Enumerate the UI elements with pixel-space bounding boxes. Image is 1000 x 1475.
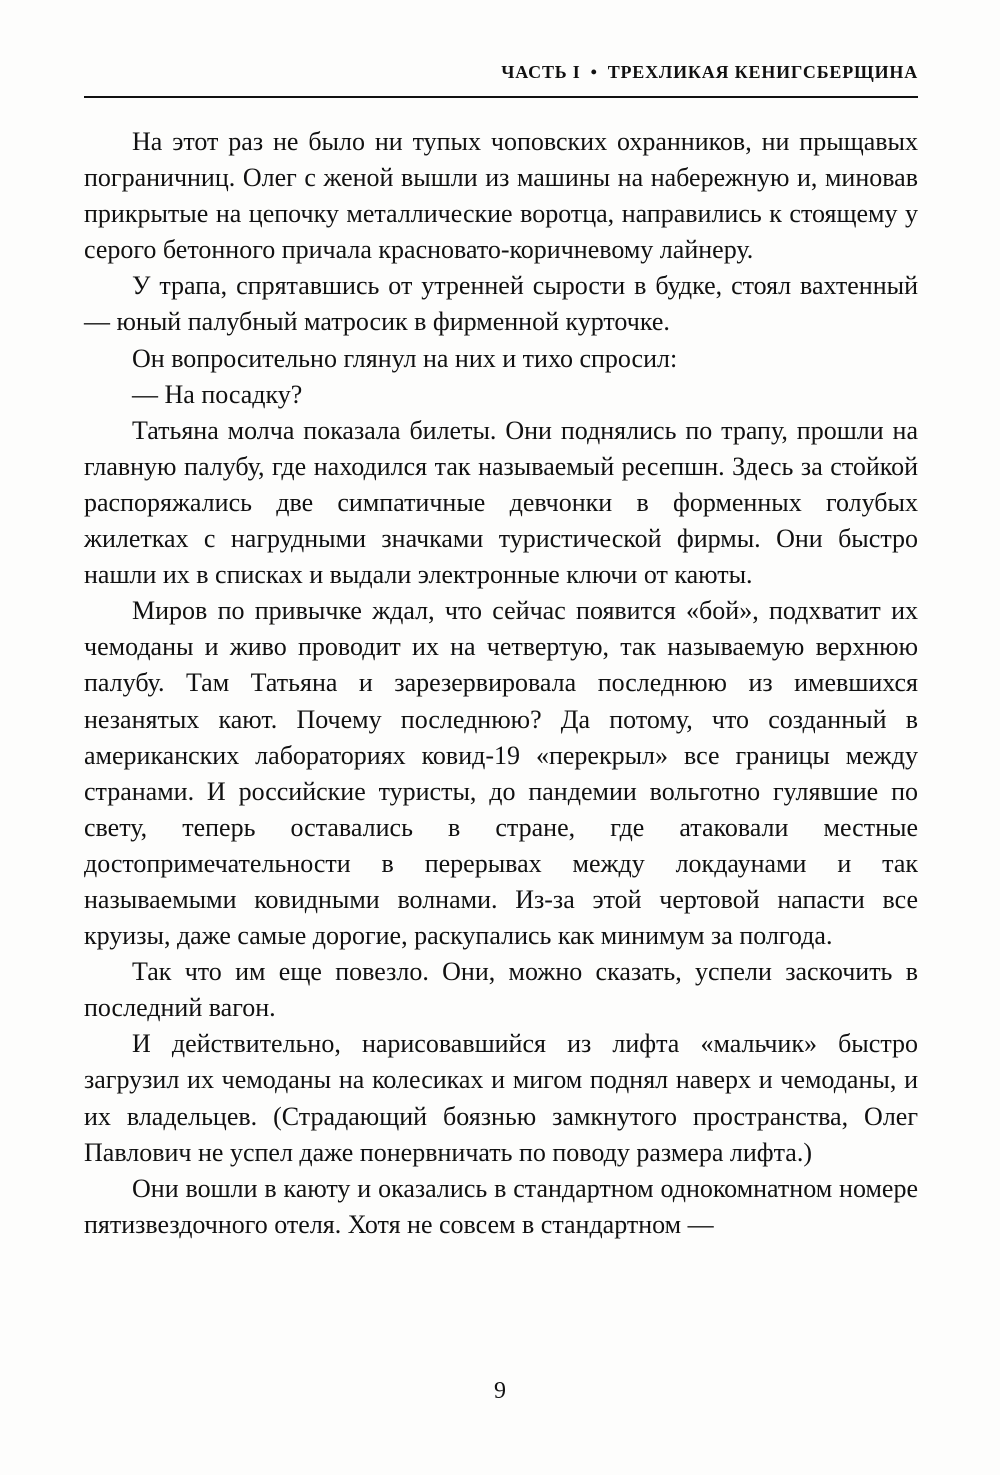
page-number: 9 bbox=[494, 1378, 506, 1404]
running-head-separator: • bbox=[590, 62, 598, 82]
paragraph: И действительно, нарисовавшийся из лифта «мальчик» быстро загрузил их чемоданы на колесиках и мигом поднял наверх и чемоданы, и их владельцев. (Страдающий боязнью замкнутого пространства, Олег Павлович не успел даже понервничать по поводу размера лифта.) bbox=[84, 1029, 918, 1167]
paragraph: Он вопросительно глянул на них и тихо спросил: bbox=[132, 343, 678, 373]
paragraph: — На посадку? bbox=[132, 379, 303, 409]
running-head-part: ЧАСТЬ I bbox=[501, 62, 581, 82]
paragraph: У трапа, спрятавшись от утренней сырости в будке, стоял вахтенный — юный палубный матросик в фирменной курточке. bbox=[84, 271, 918, 337]
paragraph: Миров по привычке ждал, что сейчас появится «бой», подхватит их чемоданы и живо проводит их на четвертую, так называемую верхнюю палубу. Там Татьяна и зарезервировала последнюю из имевшихся незанятых кают. Почему последнюю? Да потому, что созданный в американских лабораториях ковид-19 «перекрыл» все границы между странами. И российские туристы, до пандемии вольготно гулявшие по свету, теперь оставались в стране, где атаковали местные достопримечательности в перерывах между локдаунами и так называемыми ковидными волнами. Из-за этой чертовой напасти все круизы, даже самые дорогие, раскупались как минимум за полгода. bbox=[84, 596, 918, 951]
header-rule bbox=[84, 96, 918, 98]
paragraph: Татьяна молча показала билеты. Они поднялись по трапу, прошли на главную палубу, где находился так называемый ресепшн. Здесь за стойкой распоряжались две симпатичные девчонки в форменных голубых жилетках с нагрудными значками туристической фирмы. Они быстро нашли их в списках и выдали электронные ключи от каюты. bbox=[84, 415, 918, 590]
running-head-chapter: ТРЕХЛИКАЯ КЕНИГСБЕРЩИНА bbox=[607, 62, 918, 82]
paragraph: На этот раз не было ни тупых чоповских охранников, ни прыщавых пограничниц. Олег с женой вышли из машины на набережную и, миновав прикрытые на цепочку металлические воротца, направились к стоящему у серого бетонного причала красновато-коричневому лайнеру. bbox=[84, 127, 918, 265]
paragraph: Так что им еще повезло. Они, можно сказать, успели заскочить в последний вагон. bbox=[84, 957, 918, 1023]
body-text bbox=[84, 124, 918, 1243]
paragraph: Они вошли в каюту и оказались в стандартном однокомнатном номере пятизвездочного отеля. Хотя не совсем в стандартном — bbox=[84, 1173, 918, 1239]
running-head bbox=[84, 62, 918, 83]
